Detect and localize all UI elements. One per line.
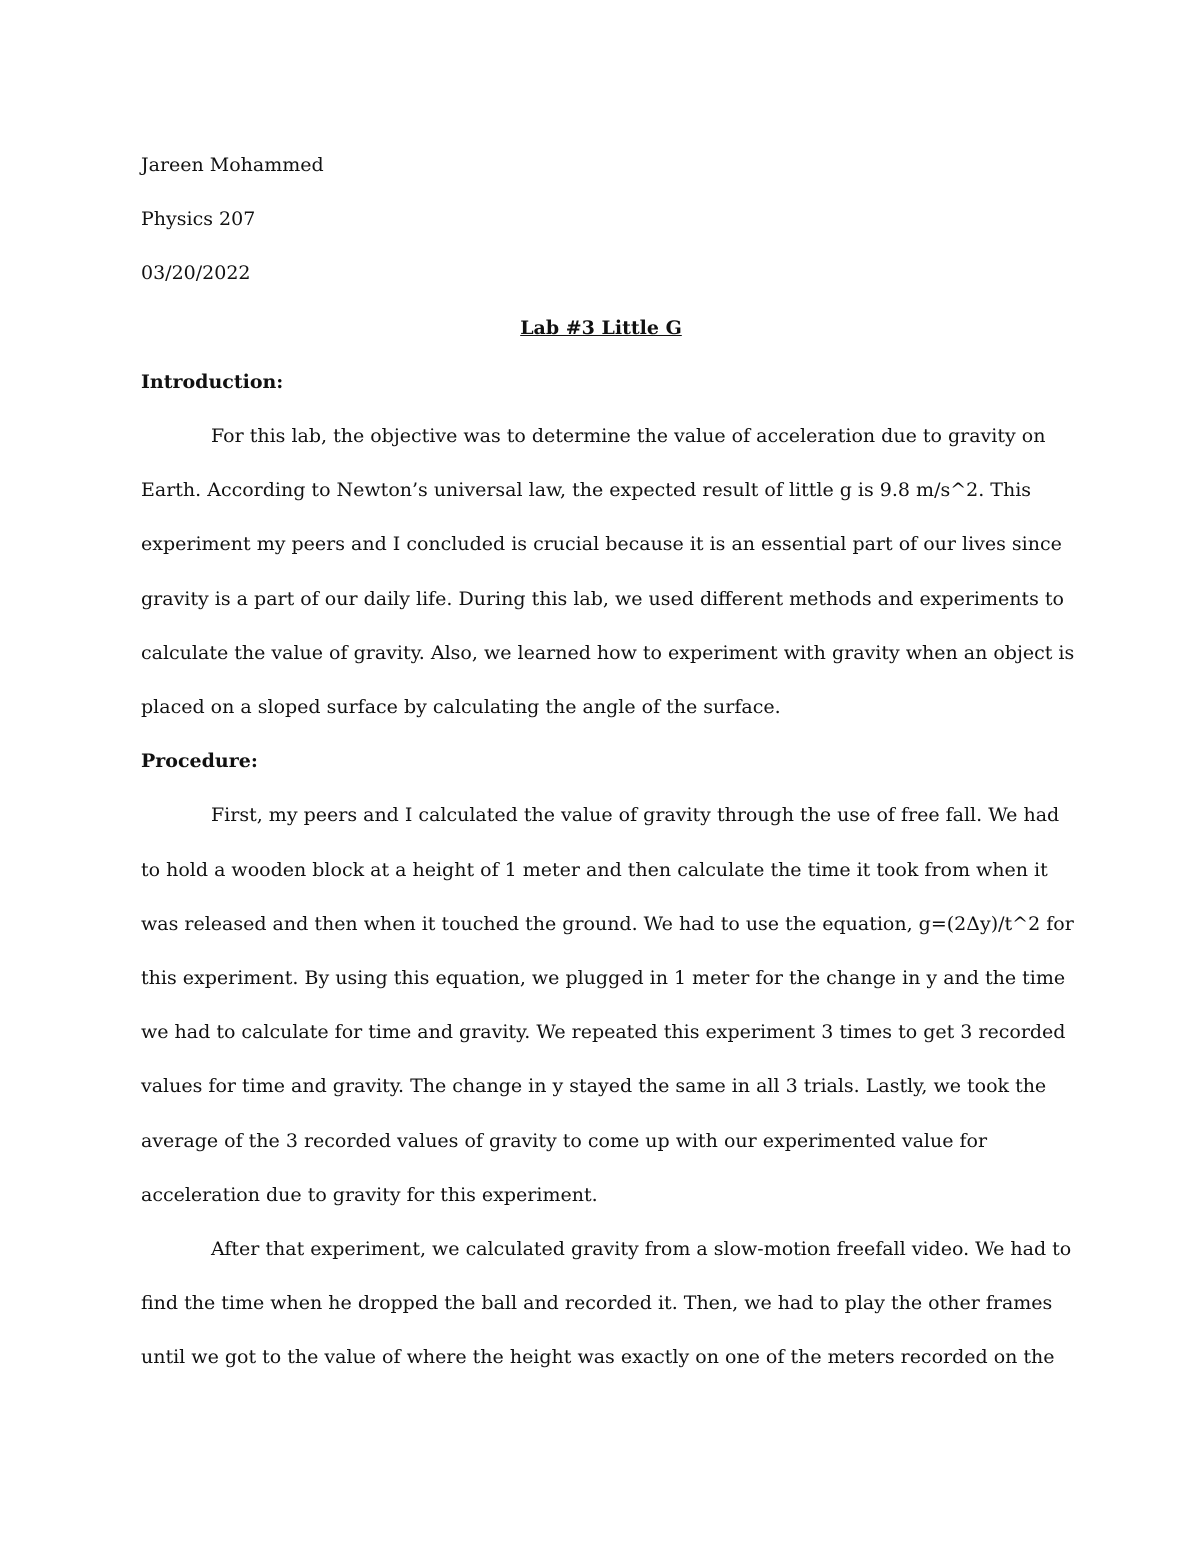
paragraph-line: gravity is a part of our daily life. During this lab, we used different methods and experiments to (141, 587, 1064, 610)
paragraph-line: experiment my peers and I concluded is crucial because it is an essential part of our lives since (141, 533, 1062, 556)
paragraph-line: was released and then when it touched the ground. We had to use the equation, g=(2Δy)/t^2 for (141, 912, 1074, 935)
paragraph-line: find the time when he dropped the ball and recorded it. Then, we had to play the other frames (141, 1292, 1053, 1315)
paragraph-line: Earth. According to Newton’s universal law, the expected result of little g is 9.8 m/s^2. This (141, 479, 1032, 502)
paragraph-line: placed on a sloped surface by calculating the angle of the surface. (141, 696, 781, 719)
paragraph-line: to hold a wooden block at a height of 1 meter and then calculate the time it took from when it (141, 858, 1048, 881)
paragraph-line: values for time and gravity. The change in y stayed the same in all 3 trials. Lastly, we took the (141, 1075, 1047, 1098)
document-date: 03/20/2022 (141, 262, 251, 285)
paragraph-line: acceleration due to gravity for this experiment. (141, 1183, 598, 1206)
paragraph-line: we had to calculate for time and gravity. We repeated this experiment 3 times to get 3 recorded (141, 1021, 1066, 1044)
document-title: Lab #3 Little G (520, 316, 682, 339)
paragraph-line: average of the 3 recorded values of gravity to come up with our experimented value for (141, 1129, 988, 1152)
paragraph-line: After that experiment, we calculated gravity from a slow-motion freefall video. We had to (211, 1238, 1072, 1261)
paragraph-line: First, my peers and I calculated the value of gravity through the use of free fall. We had (211, 804, 1060, 827)
paragraph-line: calculate the value of gravity. Also, we learned how to experiment with gravity when an object is (141, 641, 1075, 664)
paragraph-line: For this lab, the objective was to determine the value of acceleration due to gravity on (211, 425, 1046, 448)
procedure-paragraph-1 (141, 788, 1074, 1222)
document-page (141, 138, 1075, 1385)
procedure-paragraph-2 (141, 1222, 1072, 1385)
paragraph-line: until we got to the value of where the height was exactly on one of the meters recorded on the (141, 1346, 1055, 1369)
paragraph-line: this experiment. By using this equation, we plugged in 1 meter for the change in y and the time (141, 967, 1066, 990)
introduction-paragraph (141, 409, 1075, 734)
introduction-heading: Introduction: (141, 370, 284, 393)
author-name: Jareen Mohammed (141, 154, 324, 176)
procedure-heading: Procedure: (141, 750, 258, 773)
course-name: Physics 207 (141, 208, 256, 231)
